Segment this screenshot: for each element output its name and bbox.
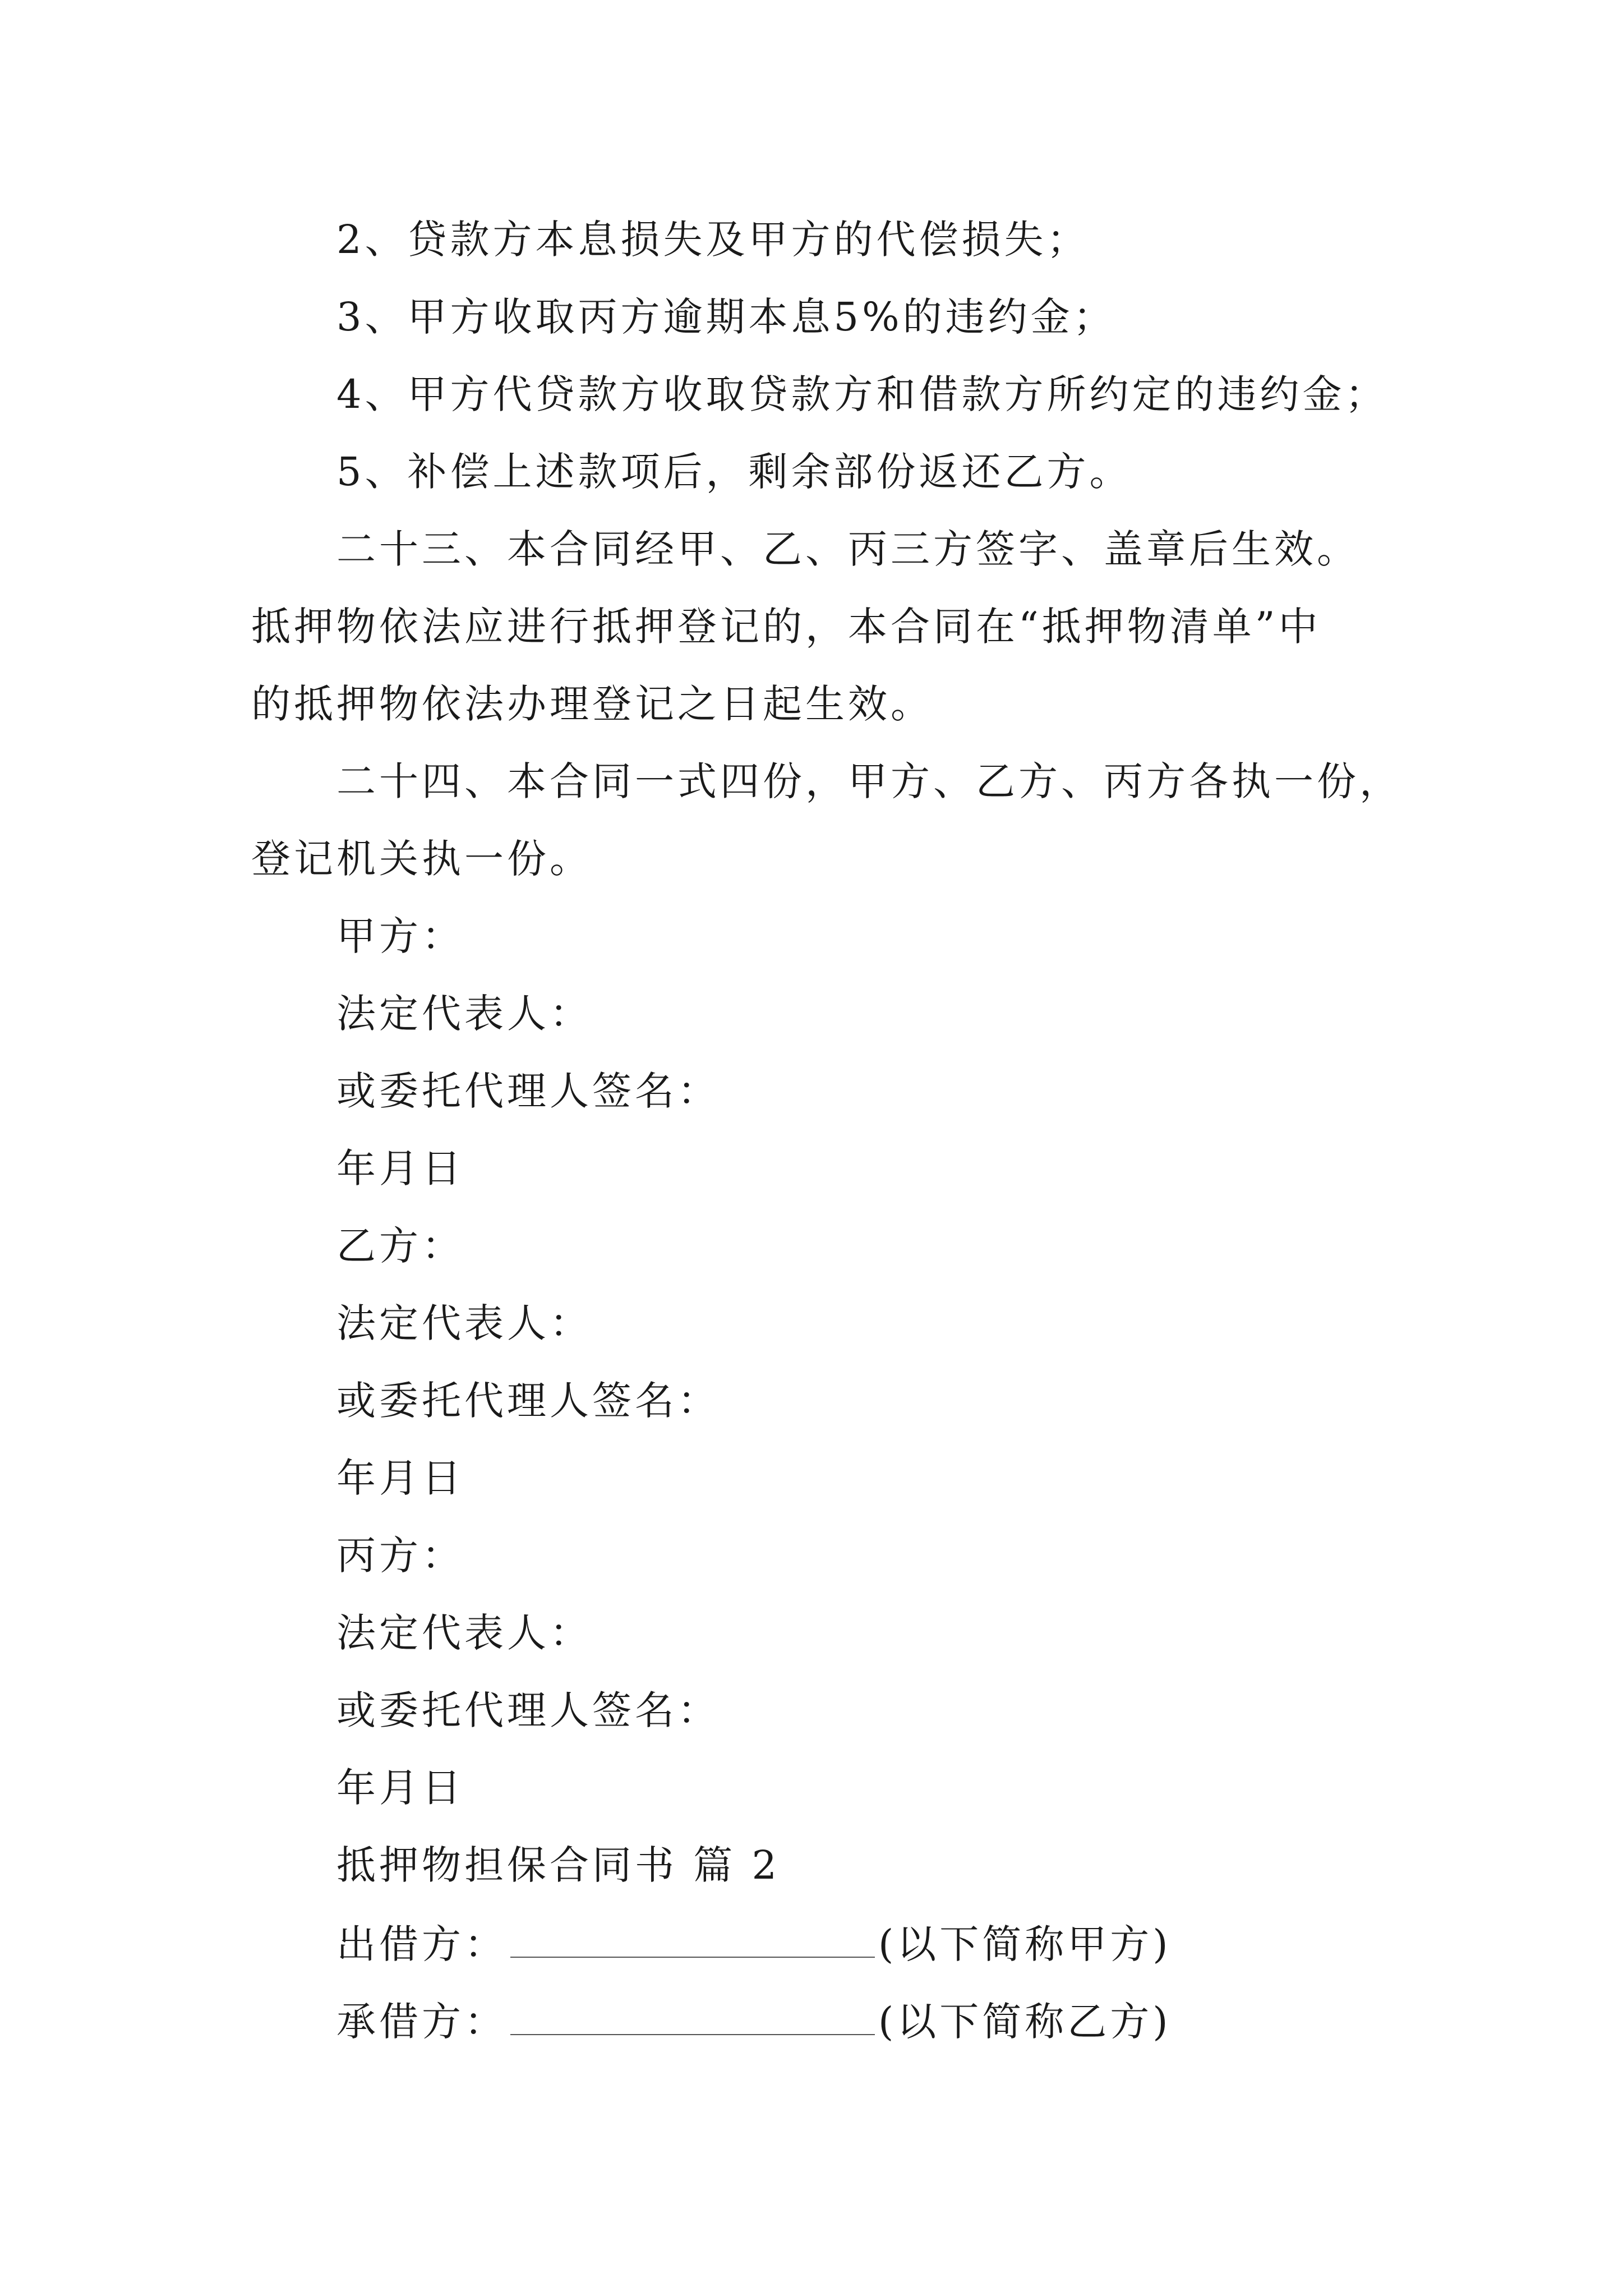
party-b-legal-rep: 法定代表人： <box>336 1300 592 1346</box>
clause-23-line-3: 的抵押物依法办理登记之日起生效。 <box>251 681 933 727</box>
party-a-agent-signature: 或委托代理人签名： <box>336 1068 720 1114</box>
lender-suffix: (以下简称甲方) <box>878 1921 1172 1967</box>
party-c-label: 丙方： <box>336 1533 464 1579</box>
clause-23-line-1: 二十三、本合同经甲、乙、丙三方签字、盖章后生效。 <box>336 526 1359 572</box>
borrower-suffix: (以下简称乙方) <box>878 1999 1172 2045</box>
party-c-legal-rep: 法定代表人： <box>336 1610 592 1656</box>
party-a-date: 年月日 <box>336 1145 464 1191</box>
list-item-4: 4、甲方代贷款方收取贷款方和借款方所约定的违约金； <box>336 371 1388 417</box>
list-item-5: 5、补偿上述款项后，剩余部份返还乙方。 <box>336 449 1132 495</box>
clause-24-line-1: 二十四、本合同一式四份，甲方、乙方、丙方各执一份， <box>336 758 1402 804</box>
clause-24-line-2: 登记机关执一份。 <box>251 836 592 882</box>
borrower-label: 承借方： <box>336 1999 507 2045</box>
borrower-line <box>336 1999 1172 2045</box>
list-item-3: 3、甲方收取丙方逾期本息5%的违约金； <box>336 294 1116 340</box>
party-b-label: 乙方： <box>336 1223 464 1269</box>
lender-label: 出借方： <box>336 1921 507 1967</box>
party-c-agent-signature: 或委托代理人签名： <box>336 1687 720 1733</box>
lender-blank-field <box>510 1923 875 1958</box>
party-b-date: 年月日 <box>336 1455 464 1501</box>
borrower-blank-field <box>510 2000 875 2035</box>
section-2-title: 抵押物担保合同书 篇 2 <box>336 1842 781 1888</box>
party-a-legal-rep: 法定代表人： <box>336 991 592 1037</box>
clause-23-line-2: 抵押物依法应进行抵押登记的，本合同在“抵押物清单”中 <box>251 604 1321 650</box>
lender-line <box>336 1921 1172 1967</box>
party-c-date: 年月日 <box>336 1765 464 1811</box>
party-a-label: 甲方： <box>336 913 464 959</box>
party-b-agent-signature: 或委托代理人签名： <box>336 1378 720 1424</box>
list-item-2: 2、贷款方本息损失及甲方的代偿损失； <box>336 217 1090 263</box>
